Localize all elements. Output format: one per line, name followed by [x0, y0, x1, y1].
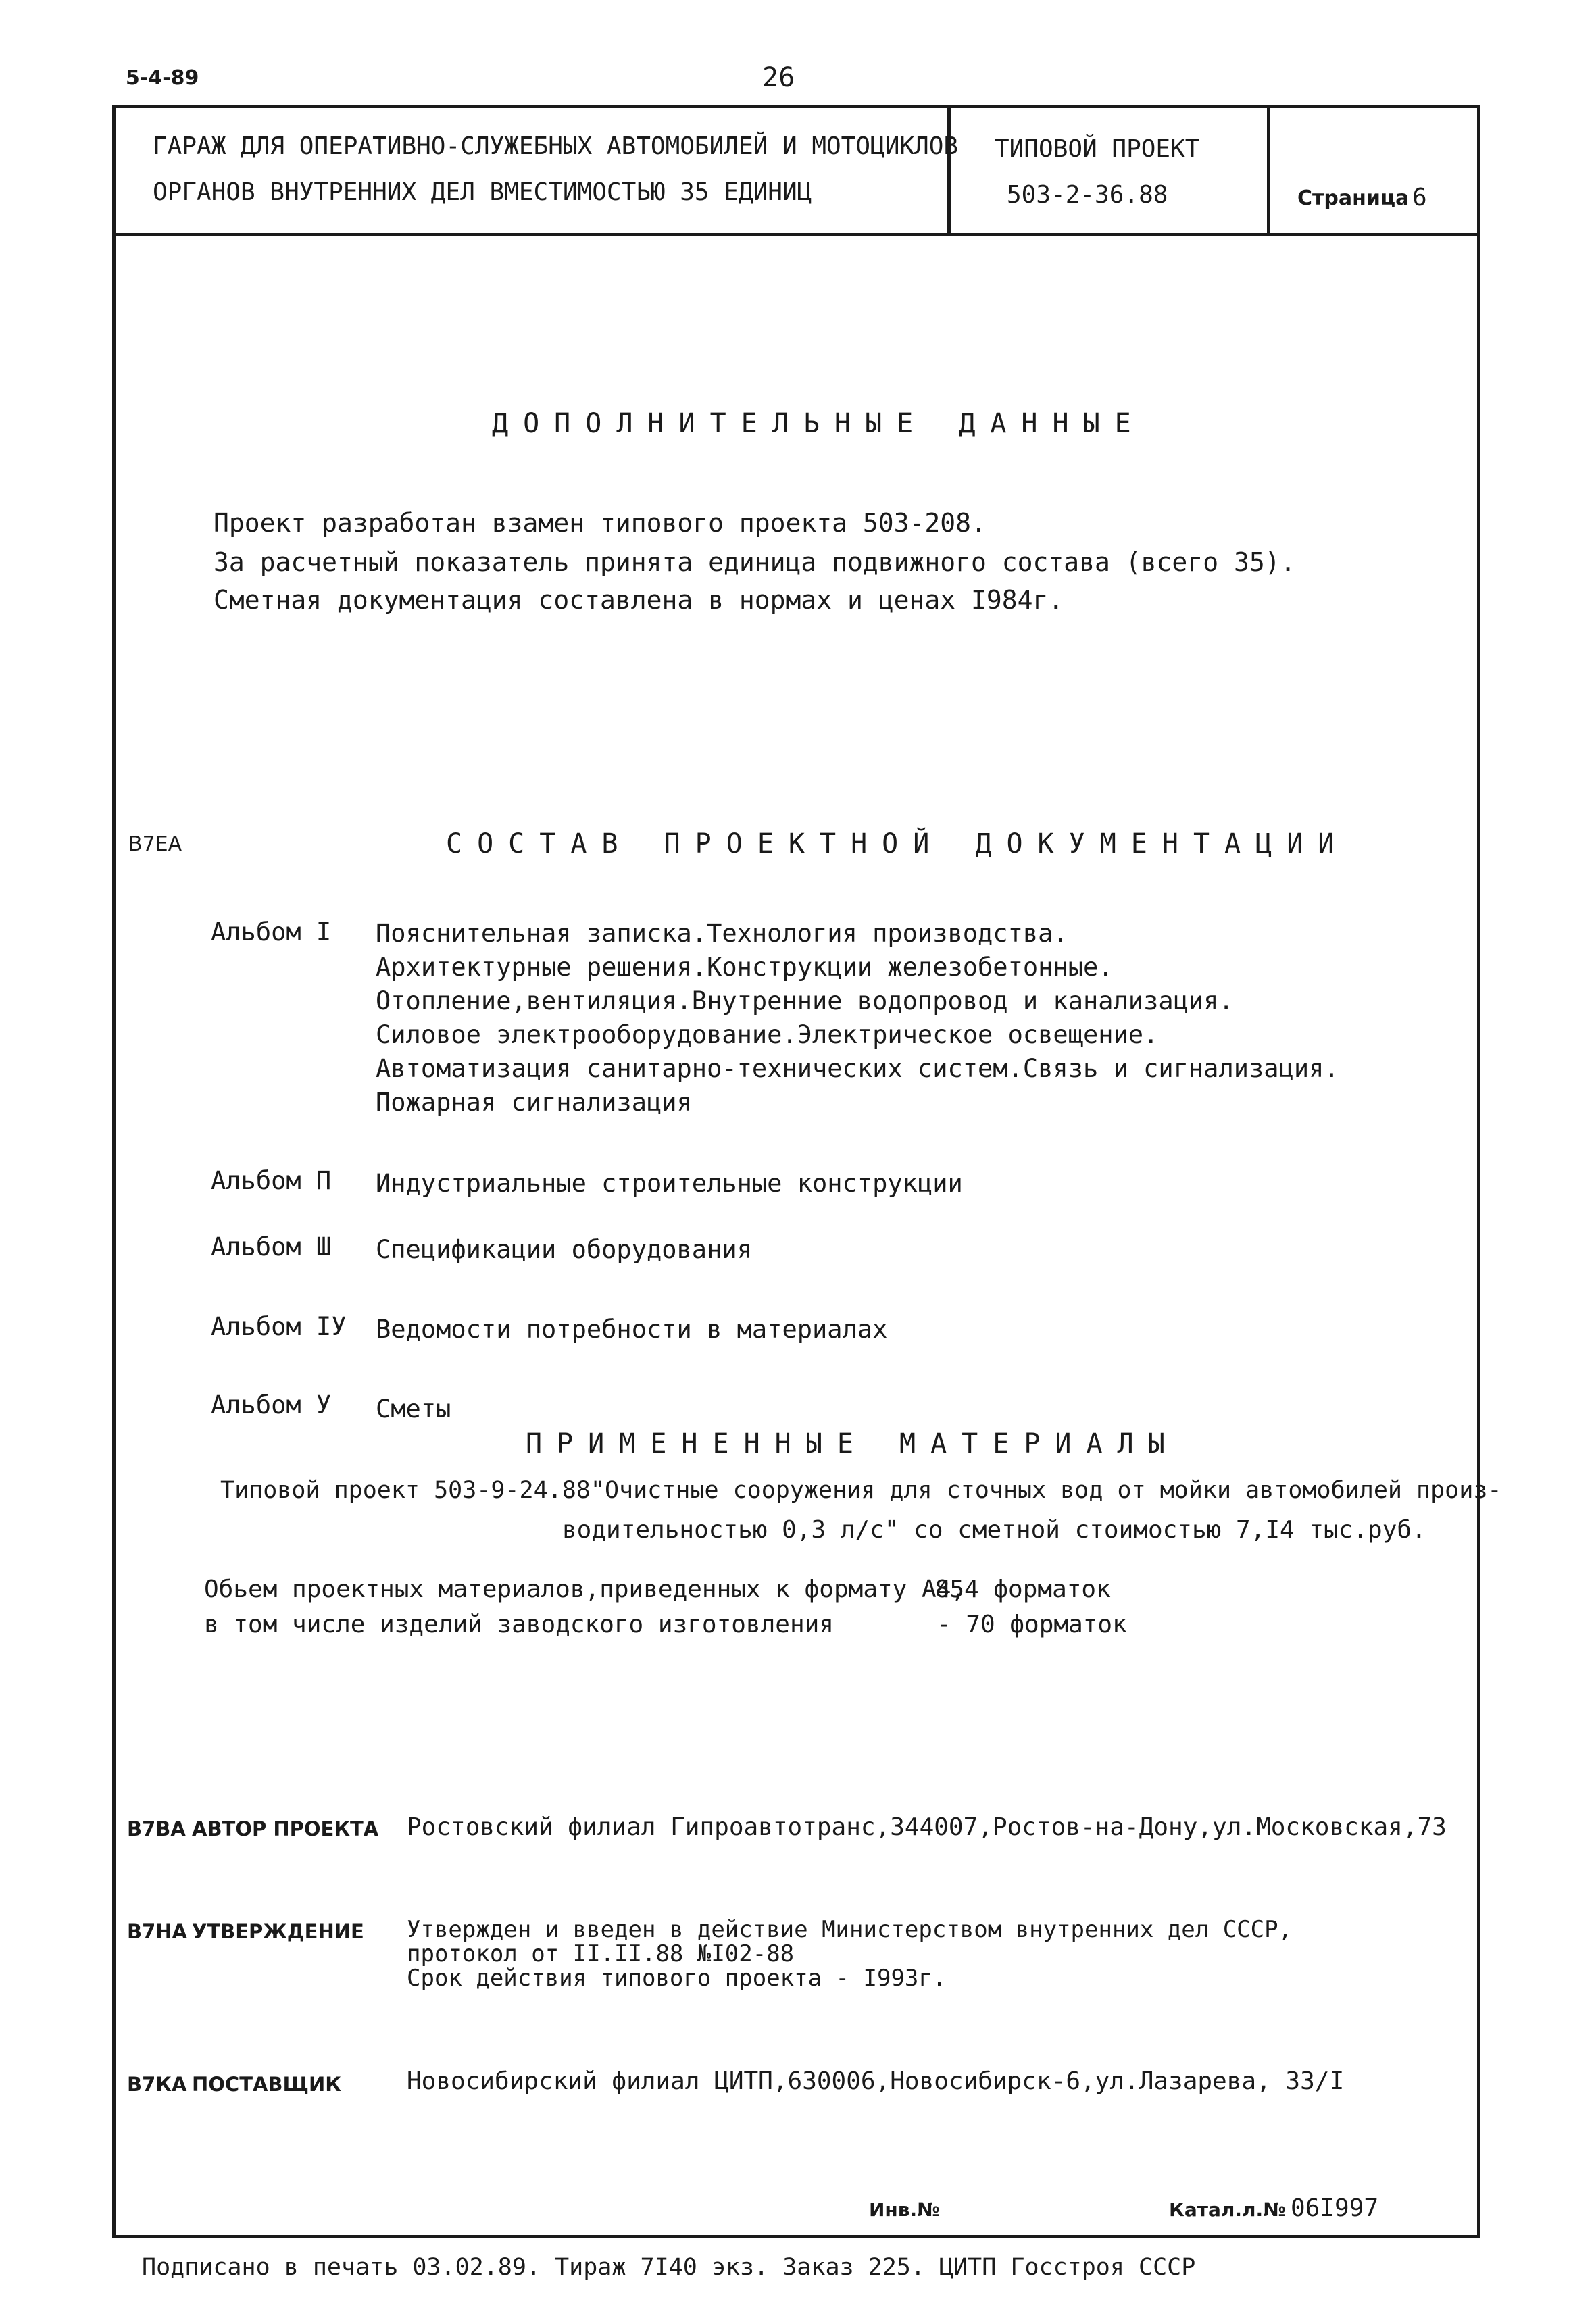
- materials-heading: ПРИМЕНЕННЫЕ МАТЕРИАЛЫ: [526, 1428, 1180, 1459]
- album-label: Альбом IУ: [211, 1312, 347, 1341]
- volume-label: Обьем проектных материалов,приведенных к формату А4,: [204, 1576, 966, 1603]
- catalog-value: 06I997: [1291, 2194, 1379, 2222]
- imprint-line: Подписано в печать 03.02.89. Тираж 7I40 экз. Заказ 225. ЦИТП Госстроя СССР: [142, 2254, 1196, 2281]
- album-label: Альбом П: [211, 1166, 332, 1195]
- header-divider: [112, 233, 1480, 236]
- materials-line2: водительностью 0,3 л/с" со сметной стоимостью 7,I4 тыс.руб.: [562, 1516, 1426, 1544]
- materials-line1: Типовой проект 503-9-24.88"Очистные сооружения для сточных вод от мойки автомобилей произ-: [220, 1477, 1502, 1504]
- factory-value: - 70 форматок: [937, 1611, 1127, 1638]
- author-label: АВТОР ПРОЕКТА: [192, 1817, 379, 1840]
- approval-label: УТВЕРЖДЕНИЕ: [192, 1920, 364, 1943]
- supplier-label: ПОСТАВЩИК: [192, 2073, 341, 2096]
- album-line: Отопление,вентиляция.Внутренние водопровод и канализация.: [376, 986, 1234, 1015]
- approval-code: В7НА: [127, 1920, 187, 1943]
- album-line: Архитектурные решения.Конструкции железобетонные.: [376, 953, 1114, 982]
- inventory-label: Инв.№: [869, 2198, 940, 2221]
- header-title-line1: ГАРАЖ ДЛЯ ОПЕРАТИВНО-СЛУЖЕБНЫХ АВТОМОБИЛЕЙ И МОТОЦИКЛОВ: [153, 132, 959, 160]
- composition-heading: СОСТАВ ПРОЕКТНОЙ ДОКУМЕНТАЦИИ: [446, 828, 1349, 859]
- project-number: 503-2-36.88: [1007, 181, 1168, 209]
- author-code: В7ВА: [127, 1817, 186, 1840]
- album-line: Спецификации оборудования: [376, 1235, 752, 1264]
- album-line: Пояснительная записка.Технология производства.: [376, 919, 1068, 948]
- project-label: ТИПОВОЙ ПРОЕКТ: [995, 135, 1200, 163]
- page-label: Страница: [1297, 186, 1410, 210]
- album-line: Индустриальные строительные конструкции: [376, 1169, 963, 1198]
- album-line: Ведомости потребности в материалах: [376, 1315, 888, 1344]
- approval-line: Утвержден и введен в действие Министерством внутренних дел СССР,: [407, 1916, 1293, 1943]
- composition-code: В7ЕА: [128, 832, 182, 856]
- author-text: Ростовский филиал Гипроавтотранс,344007,Ростов-на-Дону,ул.Московская,73: [407, 1813, 1447, 1841]
- album-label: Альбом I: [211, 917, 332, 947]
- page-value: 6: [1412, 184, 1427, 211]
- album-line: Пожарная сигнализация: [376, 1088, 692, 1117]
- album-line: Силовое электрооборудование.Электрическое освещение.: [376, 1020, 1159, 1049]
- header-col-divider-2: [1267, 105, 1270, 234]
- approval-line: Срок действия типового проекта - I993г.: [407, 1965, 947, 1992]
- catalog-label: Катал.л.№: [1169, 2198, 1286, 2221]
- sheet-code: 5-4-89: [126, 66, 199, 90]
- header-col-divider-1: [947, 105, 951, 234]
- album-line: Сметы: [376, 1394, 451, 1424]
- page-number: 26: [762, 62, 795, 93]
- factory-label: в том числе изделий заводского изготовления: [204, 1611, 834, 1638]
- album-label: Альбом У: [211, 1390, 332, 1419]
- album-label: Альбом Ш: [211, 1232, 332, 1261]
- album-line: Автоматизация санитарно-технических систем.Связь и сигнализация.: [376, 1054, 1339, 1083]
- supplier-text: Новосибирский филиал ЦИТП,630006,Новосибирск-6,ул.Лазарева, 33/I: [407, 2067, 1345, 2095]
- supplier-code: В7КА: [127, 2073, 187, 2096]
- approval-line: протокол от II.II.88 №I02-88: [407, 1940, 795, 1967]
- header-title-line2: ОРГАНОВ ВНУТРЕННИХ ДЕЛ ВМЕСТИМОСТЬЮ 35 ЕДИНИЦ: [153, 178, 812, 206]
- volume-value: -854 форматок: [920, 1576, 1111, 1603]
- additional-line: Сметная документация составлена в нормах и ценах I984г.: [214, 585, 1064, 615]
- additional-line: За расчетный показатель принята единица подвижного состава (всего 35).: [214, 547, 1296, 577]
- additional-line: Проект разработан взамен типового проекта 503-208.: [214, 508, 987, 538]
- additional-heading: ДОПОЛНИТЕЛЬНЫЕ ДАННЫЕ: [492, 408, 1146, 439]
